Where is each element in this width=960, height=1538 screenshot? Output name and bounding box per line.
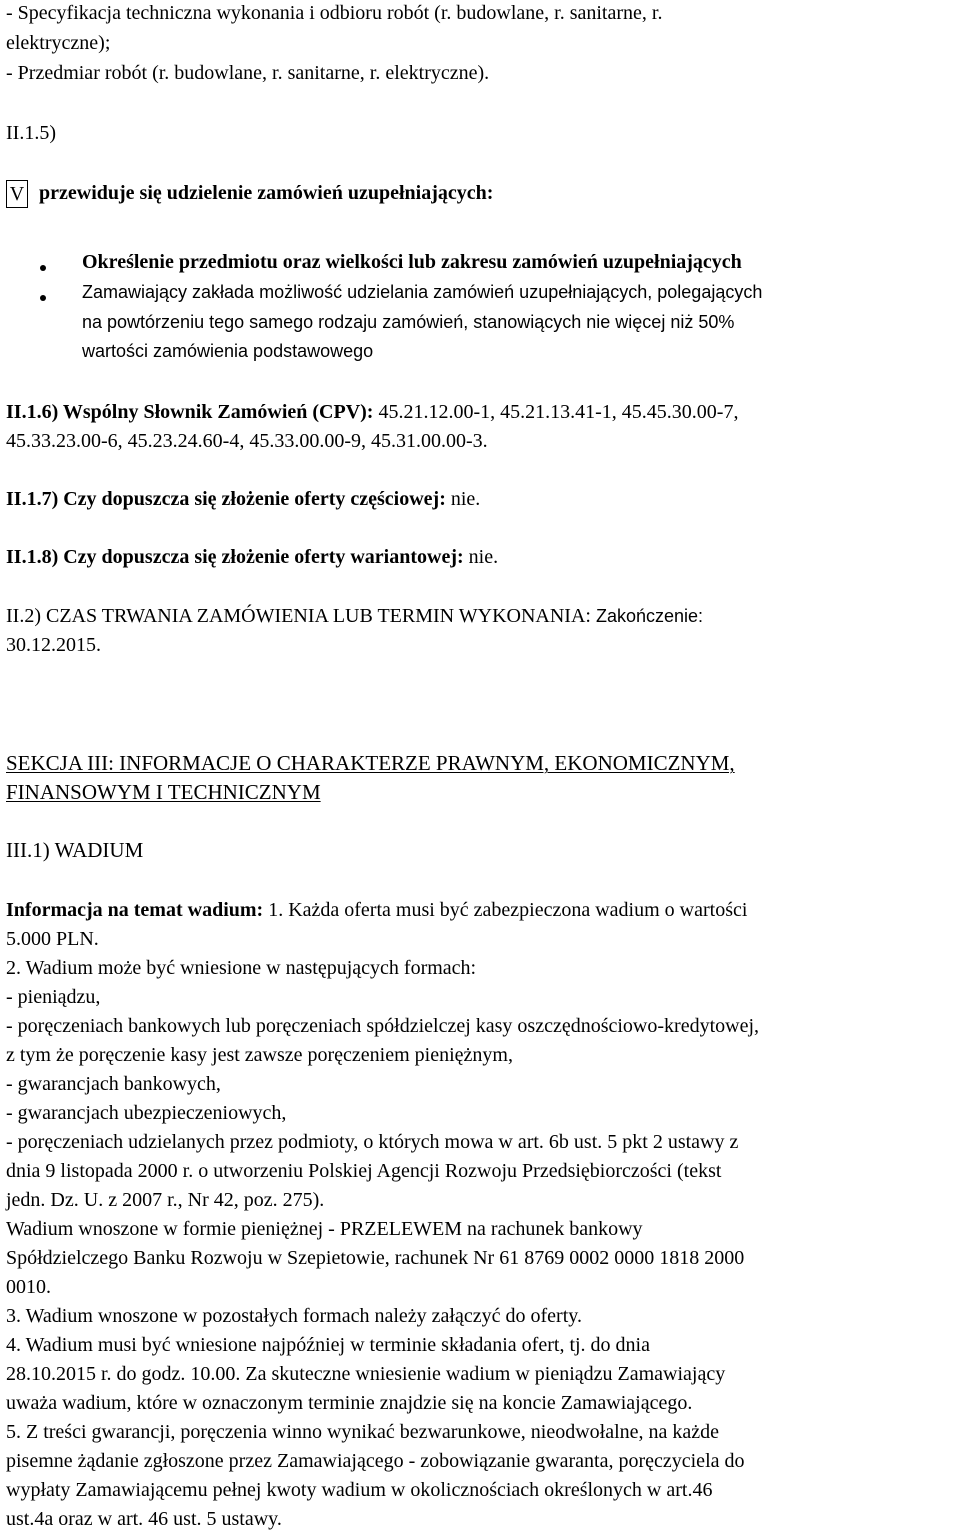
cpv-codes-2: 45.33.23.00-6, 45.23.24.60-4, 45.33.00.00-9, 45.31.00.00-3. bbox=[6, 430, 488, 452]
wadium-point-4c: uważa wadium, które w oznaczonym terminie znajdzie się na koncie Zamawiającego. bbox=[6, 1392, 693, 1414]
cpv-line-1 bbox=[6, 402, 738, 422]
checkbox-checked-icon: V bbox=[6, 180, 28, 208]
partial-offer-label: II.1.7) Czy dopuszcza się złożenie oferty częściowej: bbox=[6, 488, 446, 510]
wadium-point-4a: 4. Wadium musi być wniesione najpóźniej w terminie składania ofert, tj. do dnia bbox=[6, 1334, 650, 1356]
top-line-1: - Specyfikacja techniczna wykonania i odbioru robót (r. budowlane, r. sanitarne, r. bbox=[6, 2, 663, 24]
bullet-item-2-line-1: Zamawiający zakłada możliwość udzielania zamówień uzupełniających, polegających bbox=[82, 282, 763, 302]
transfer-line-2: Spółdzielczego Banku Rozwoju w Szepietowie, rachunek Nr 61 8769 0002 0000 1818 2000 bbox=[6, 1247, 745, 1269]
variant-offer-label: II.1.8) Czy dopuszcza się złożenie oferty wariantowej: bbox=[6, 546, 464, 568]
partial-offer-line bbox=[6, 489, 480, 509]
wadium-point-1b: 5.000 PLN. bbox=[6, 928, 99, 950]
wadium-point-1a: 1. Każda oferta musi być zabezpieczona wadium o wartości bbox=[263, 899, 748, 921]
wadium-info-line bbox=[6, 900, 747, 920]
wadium-info-label: Informacja na temat wadium: bbox=[6, 899, 264, 921]
wadium-point-3: 3. Wadium wnoszone w pozostałych formach należy załączyć do oferty. bbox=[6, 1305, 582, 1327]
variant-offer-value: nie. bbox=[463, 546, 499, 568]
form-cash: - pieniądzu, bbox=[6, 986, 101, 1008]
bullet-item-1: Określenie przedmiotu oraz wielkości lub zakresu zamówień uzupełniających bbox=[82, 251, 742, 273]
section-heading-ii-1-5: II.1.5) bbox=[6, 122, 56, 144]
form-entities-c: jedn. Dz. U. z 2007 r., Nr 42, poz. 275). bbox=[6, 1189, 325, 1211]
wadium-point-5a: 5. Z treści gwarancji, poręczenia winno wynikać bezwarunkowe, nieodwołalne, na każde bbox=[6, 1421, 720, 1443]
supplementary-orders-text: przewiduje się udzielenie zamówień uzupełniających: bbox=[39, 182, 494, 204]
partial-offer-value: nie. bbox=[445, 488, 481, 510]
form-bank-guarantees-b: z tym że poręczenie kasy jest zawsze poręczeniem pieniężnym, bbox=[6, 1044, 513, 1066]
section-iii-title-2: FINANSOWYM I TECHNICZNYM bbox=[6, 780, 321, 804]
duration-value: Zakończenie: bbox=[590, 606, 704, 626]
form-insurance-warranties: - gwarancjach ubezpieczeniowych, bbox=[6, 1102, 287, 1124]
variant-offer-line bbox=[6, 547, 498, 567]
bullet-icon bbox=[40, 265, 46, 271]
top-line-2: elektryczne); bbox=[6, 32, 111, 54]
transfer-line-1: Wadium wnoszone w formie pieniężnej - PRZELEWEM na rachunek bankowy bbox=[6, 1218, 643, 1240]
bullet-item-2-line-3: wartości zamówienia podstawowego bbox=[82, 341, 374, 361]
wadium-point-5b: pisemne żądanie zgłoszone przez Zamawiającego - zobowiązanie gwaranta, poręczyciela do bbox=[6, 1450, 745, 1472]
section-iii-title-1: SEKCJA III: INFORMACJE O CHARAKTERZE PRAWNYM, EKONOMICZNYM, bbox=[6, 751, 735, 775]
duration-label: II.2) CZAS TRWANIA ZAMÓWIENIA LUB TERMIN WYKONANIA: bbox=[6, 605, 591, 627]
wadium-heading: III.1) WADIUM bbox=[6, 838, 144, 862]
wadium-point-2: 2. Wadium może być wniesione w następujących formach: bbox=[6, 957, 477, 979]
form-bank-warranties: - gwarancjach bankowych, bbox=[6, 1073, 221, 1095]
top-line-3: - Przedmiar robót (r. budowlane, r. sanitarne, r. elektryczne). bbox=[6, 62, 490, 84]
duration-date: 30.12.2015. bbox=[6, 634, 101, 656]
bullet-icon bbox=[40, 295, 46, 301]
duration-line bbox=[6, 606, 703, 626]
wadium-point-4b: 28.10.2015 r. do godz. 10.00. Za skuteczne wniesienie wadium w pieniądzu Zamawiający bbox=[6, 1363, 726, 1385]
wadium-point-5c: wypłaty Zamawiającemu pełnej kwoty wadium w okolicznościach określonych w art.46 bbox=[6, 1479, 713, 1501]
cpv-label: II.1.6) Wspólny Słownik Zamówień (CPV): bbox=[6, 401, 374, 423]
form-entities-b: dnia 9 listopada 2000 r. o utworzeniu Polskiej Agencji Rozwoju Przedsiębiorczości (tekst bbox=[6, 1160, 722, 1182]
form-bank-guarantees-a: - poręczeniach bankowych lub poręczeniach spółdzielczej kasy oszczędnościowo-kredytowej, bbox=[6, 1015, 760, 1037]
cpv-codes-1: 45.21.12.00-1, 45.21.13.41-1, 45.45.30.00-7, bbox=[373, 401, 739, 423]
wadium-point-5d: ust.4a oraz w art. 46 ust. 5 ustawy. bbox=[6, 1508, 282, 1530]
transfer-line-3: 0010. bbox=[6, 1276, 51, 1298]
bullet-item-2-line-2: na powtórzeniu tego samego rodzaju zamówień, stanowiących nie więcej niż 50% bbox=[82, 312, 735, 332]
form-entities-a: - poręczeniach udzielanych przez podmioty, o których mowa w art. 6b ust. 5 pkt 2 ustawy z bbox=[6, 1131, 739, 1153]
